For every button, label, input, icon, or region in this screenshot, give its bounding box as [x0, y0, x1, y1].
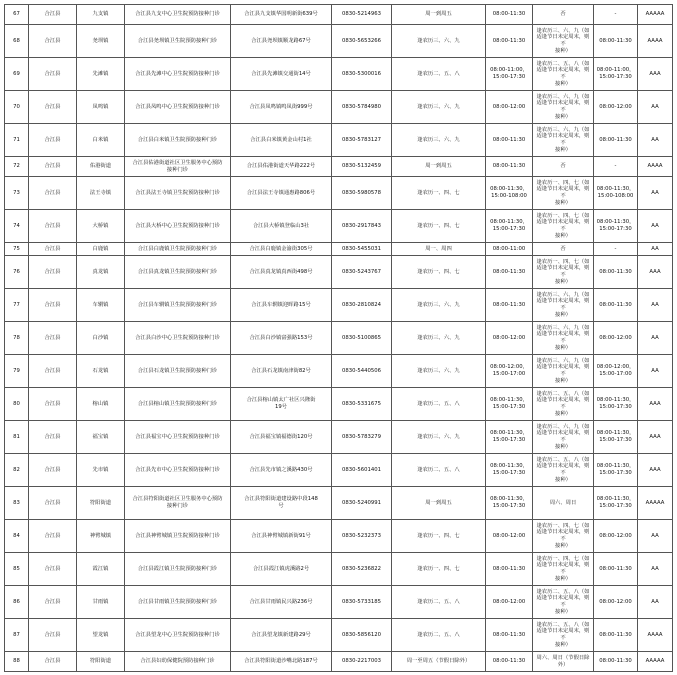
cell-weekend-hours: 08:00-11:30 [594, 553, 638, 586]
cell-weekend-schedule: 否 [533, 157, 594, 177]
cell-index: 79 [5, 355, 29, 388]
cell-weekday-hours: 08:00-11:30 [486, 5, 533, 25]
table-row [5, 177, 673, 210]
cell-weekday-schedule: 逢农历三、六、九 [392, 25, 486, 58]
cell-county: 合江县 [29, 553, 77, 586]
cell-weekday-schedule: 逢农历一、四、七 [392, 256, 486, 289]
vaccination-clinic-table [4, 4, 673, 672]
cell-weekend-schedule: 周六、周日 [533, 487, 594, 520]
cell-rating: AAA [638, 58, 673, 91]
cell-weekend-schedule: 否 [533, 243, 594, 256]
table-row [5, 586, 673, 619]
cell-weekend-schedule: 逢农历三、六、九（如 适逢节日未定周末，则不 接种） [533, 124, 594, 157]
cell-phone: 0830-5132459 [332, 157, 392, 177]
cell-county: 合江县 [29, 520, 77, 553]
cell-weekday-hours: 08:00-11:30， 15:00-17:30 [486, 210, 533, 243]
cell-weekend-schedule: 逢农历一、四、七（如 适逢节日未定周末，则不 接种） [533, 210, 594, 243]
cell-weekday-hours: 08:00-11:30 [486, 553, 533, 586]
cell-phone: 0830-2810824 [332, 289, 392, 322]
cell-phone: 0830-5980578 [332, 177, 392, 210]
cell-county: 合江县 [29, 25, 77, 58]
cell-rating: AA [638, 124, 673, 157]
table-row [5, 210, 673, 243]
cell-weekday-schedule: 逢农历一、四、七 [392, 177, 486, 210]
table-row [5, 5, 673, 25]
cell-rating: AA [638, 91, 673, 124]
cell-clinic-name: 合江县神臂城镇卫生院预防接种门诊 [125, 520, 231, 553]
cell-phone: 0830-5236822 [332, 553, 392, 586]
cell-rating: AA [638, 210, 673, 243]
cell-weekend-schedule: 逢农历三、六、九（如 适逢节日未定周末，则不 接种） [533, 322, 594, 355]
cell-town: 榕山镇 [77, 388, 125, 421]
cell-clinic-name: 合江县符阳街道社区卫生服务中心预防 接种门诊 [125, 487, 231, 520]
cell-rating: AA [638, 586, 673, 619]
cell-weekday-schedule: 周一、周四 [392, 243, 486, 256]
cell-address: 合江县九支镇华国明新街639号 [231, 5, 332, 25]
cell-weekend-schedule: 逢农历二、五、八（如 适逢节日未定周末，则不 接种） [533, 58, 594, 91]
cell-clinic-name: 合江县先市中心卫生院预防接种门诊 [125, 454, 231, 487]
cell-weekend-hours: 08:00-11:30 [594, 619, 638, 652]
cell-clinic-name: 合江县法王寺镇卫生院预防接种门诊 [125, 177, 231, 210]
cell-clinic-name: 合江县佑港街道社区卫生服务中心预防 接种门诊 [125, 157, 231, 177]
cell-weekday-hours: 08:00-12:00 [486, 586, 533, 619]
cell-town: 法王寺镇 [77, 177, 125, 210]
cell-weekend-schedule: 逢农历三、六、九（如 适逢节日未定周末，则不 接种） [533, 25, 594, 58]
cell-address: 合江县望龙镇新建路29号 [231, 619, 332, 652]
cell-town: 车辋镇 [77, 289, 125, 322]
cell-town: 凤鸣镇 [77, 91, 125, 124]
cell-town: 先市镇 [77, 454, 125, 487]
cell-phone: 0830-2917843 [332, 210, 392, 243]
cell-rating: AAAA [638, 25, 673, 58]
cell-clinic-name: 合江县先滩中心卫生院预防接种门诊 [125, 58, 231, 91]
table-row [5, 553, 673, 586]
cell-phone: 0830-5856120 [332, 619, 392, 652]
cell-clinic-name: 合江县凤鸣中心卫生院预防接种门诊 [125, 91, 231, 124]
cell-weekday-schedule: 周一至周五（节假日除外） [392, 652, 486, 672]
cell-weekday-schedule: 逢农历一、四、七 [392, 210, 486, 243]
cell-rating: AAAA [638, 619, 673, 652]
cell-weekday-schedule: 逢农历三、六、九 [392, 91, 486, 124]
table-row [5, 421, 673, 454]
cell-clinic-name: 合江县尧坝镇卫生院预防接种门诊 [125, 25, 231, 58]
cell-address: 合江县神臂城镇新街91号 [231, 520, 332, 553]
cell-address: 合江县符阳街道建设路中段148 号 [231, 487, 332, 520]
cell-weekend-hours: 08:00-11:30， 15:00-17:30 [594, 210, 638, 243]
cell-weekday-schedule: 逢农历二、五、八 [392, 58, 486, 91]
cell-town: 霞江镇 [77, 553, 125, 586]
cell-address: 合江县大桥镇登临山3社 [231, 210, 332, 243]
cell-rating: AAA [638, 421, 673, 454]
cell-rating: AA [638, 553, 673, 586]
cell-address: 合江县白鹿镇金渝街305号 [231, 243, 332, 256]
cell-weekend-schedule: 周六、周日（节假日除 外） [533, 652, 594, 672]
cell-town: 白沙镇 [77, 322, 125, 355]
cell-phone: 0830-5783127 [332, 124, 392, 157]
cell-weekday-hours: 08:00-11:30 [486, 619, 533, 652]
table-body [5, 5, 673, 672]
cell-weekday-hours: 08:00-11:30， 15:00-17:30 [486, 454, 533, 487]
table-row [5, 91, 673, 124]
cell-address: 合江县尧坝镇顺龙路67号 [231, 25, 332, 58]
cell-county: 合江县 [29, 289, 77, 322]
cell-weekend-schedule: 逢农历三、六、九（如 适逢节日未定周末，则不 接种） [533, 355, 594, 388]
cell-county: 合江县 [29, 243, 77, 256]
cell-weekend-schedule: 逢农历二、五、八（如 适逢节日未定周末，则不 接种） [533, 388, 594, 421]
cell-weekday-hours: 08:00-11:30， 15:00-17:30 [486, 487, 533, 520]
cell-weekend-hours: 08:00-11:30 [594, 652, 638, 672]
cell-phone: 0830-5733185 [332, 586, 392, 619]
cell-town: 九支镇 [77, 5, 125, 25]
cell-town: 石龙镇 [77, 355, 125, 388]
cell-clinic-name: 合江县九支中心卫生院预防接种门诊 [125, 5, 231, 25]
cell-index: 74 [5, 210, 29, 243]
cell-rating: AAAAA [638, 487, 673, 520]
cell-weekend-hours: 08:00-11:00， 15:00-17:30 [594, 58, 638, 91]
cell-weekend-schedule: 否 [533, 5, 594, 25]
cell-weekday-hours: 08:00-11:30， 15:00-17:30 [486, 388, 533, 421]
cell-rating: AA [638, 243, 673, 256]
cell-phone: 0830-5100865 [332, 322, 392, 355]
table-row [5, 652, 673, 672]
cell-weekday-hours: 08:00-11:30， 15:00-108:00 [486, 177, 533, 210]
cell-clinic-name: 合江县白米镇卫生院预防接种门诊 [125, 124, 231, 157]
table-row [5, 124, 673, 157]
table-row [5, 256, 673, 289]
cell-weekday-schedule: 逢农历一、四、七 [392, 553, 486, 586]
cell-phone: 0830-5232373 [332, 520, 392, 553]
table-row [5, 157, 673, 177]
cell-county: 合江县 [29, 91, 77, 124]
table-row [5, 619, 673, 652]
cell-weekend-hours: 08:00-12:00 [594, 520, 638, 553]
cell-index: 84 [5, 520, 29, 553]
cell-index: 80 [5, 388, 29, 421]
cell-address: 合江县甘雨镇民兴路236号 [231, 586, 332, 619]
cell-phone: 0830-5783279 [332, 421, 392, 454]
document-page [4, 4, 673, 672]
cell-town: 尧坝镇 [77, 25, 125, 58]
cell-phone: 0830-5240991 [332, 487, 392, 520]
cell-town: 佑港街道 [77, 157, 125, 177]
cell-weekend-hours: 08:00-12:00， 15:00-17:00 [594, 355, 638, 388]
cell-address: 合江县榕山镇太广社区兴隆街 19号 [231, 388, 332, 421]
cell-weekday-schedule: 逢农历三、六、九 [392, 355, 486, 388]
cell-clinic-name: 合江县大桥中心卫生院预防接种门诊 [125, 210, 231, 243]
cell-weekday-hours: 08:00-12:00 [486, 322, 533, 355]
cell-index: 71 [5, 124, 29, 157]
cell-weekday-hours: 08:00-12:00 [486, 91, 533, 124]
cell-town: 符阳街道 [77, 487, 125, 520]
cell-clinic-name: 合江县白沙中心卫生院预防接种门诊 [125, 322, 231, 355]
cell-weekend-schedule: 逢农历二、五、八（如 适逢节日未定周末，则不 接种） [533, 454, 594, 487]
cell-weekend-schedule: 逢农历二、五、八（如 适逢节日未定周末，则不 接种） [533, 586, 594, 619]
cell-county: 合江县 [29, 124, 77, 157]
cell-weekday-schedule: 逢农历三、六、九 [392, 322, 486, 355]
cell-clinic-name: 合江县霞江镇卫生院预防接种门诊 [125, 553, 231, 586]
cell-weekday-hours: 08:00-12:00 [486, 520, 533, 553]
cell-index: 68 [5, 25, 29, 58]
cell-rating: AA [638, 177, 673, 210]
cell-clinic-name: 合江县车辋镇卫生院预防接种门诊 [125, 289, 231, 322]
cell-phone: 0830-5455031 [332, 243, 392, 256]
table-row [5, 58, 673, 91]
cell-rating: AAAA [638, 157, 673, 177]
cell-address: 合江县白米镇黄金山村1社 [231, 124, 332, 157]
cell-county: 合江县 [29, 210, 77, 243]
cell-weekend-hours: 08:00-12:00 [594, 586, 638, 619]
cell-address: 合江县霞江镇虎溪路2号 [231, 553, 332, 586]
cell-town: 甘雨镇 [77, 586, 125, 619]
cell-weekend-schedule: 逢农历一、四、七（如 适逢节日未定周末，则不 接种） [533, 177, 594, 210]
cell-town: 先滩镇 [77, 58, 125, 91]
cell-clinic-name: 合江县甘雨镇卫生院预防接种门诊 [125, 586, 231, 619]
cell-weekday-hours: 08:00-11:30 [486, 157, 533, 177]
cell-weekday-hours: 08:00-11:30 [486, 256, 533, 289]
cell-weekend-hours: 08:00-11:30， 15:00-17:30 [594, 487, 638, 520]
cell-weekend-hours: 08:00-12:00 [594, 322, 638, 355]
cell-town: 白鹿镇 [77, 243, 125, 256]
table-row [5, 454, 673, 487]
cell-weekend-hours: - [594, 157, 638, 177]
cell-county: 合江县 [29, 256, 77, 289]
cell-rating: AAA [638, 388, 673, 421]
cell-rating: AA [638, 520, 673, 553]
cell-weekday-hours: 08:00-12:00， 15:00-17:00 [486, 355, 533, 388]
cell-phone: 0830-5440506 [332, 355, 392, 388]
cell-weekday-schedule: 逢农历一、四、七 [392, 520, 486, 553]
cell-address: 合江县先市镇之溪路430号 [231, 454, 332, 487]
cell-town: 神臂城镇 [77, 520, 125, 553]
cell-town: 大桥镇 [77, 210, 125, 243]
cell-address: 合江县佑港街道天华路222号 [231, 157, 332, 177]
cell-address: 合江县凤鸣镇鸣凤街999号 [231, 91, 332, 124]
cell-phone: 0830-5653266 [332, 25, 392, 58]
cell-clinic-name: 合江县妇幼保健院预防接种门诊 [125, 652, 231, 672]
cell-weekend-hours: 08:00-11:30 [594, 256, 638, 289]
cell-weekday-schedule: 逢农历二、五、八 [392, 454, 486, 487]
cell-rating: AAA [638, 256, 673, 289]
cell-address: 合江县白沙镇富强路153号 [231, 322, 332, 355]
cell-town: 望龙镇 [77, 619, 125, 652]
cell-weekday-hours: 08:00-11:30， 15:00-17:30 [486, 421, 533, 454]
cell-weekday-hours: 08:00-11:30 [486, 25, 533, 58]
cell-weekend-hours: 08:00-11:30 [594, 25, 638, 58]
cell-rating: AAA [638, 454, 673, 487]
cell-town: 福宝镇 [77, 421, 125, 454]
table-row [5, 388, 673, 421]
cell-weekend-schedule: 逢农历一、四、七（如 适逢节日未定周末，则不 接种） [533, 256, 594, 289]
cell-clinic-name: 合江县石龙镇卫生院预防接种门诊 [125, 355, 231, 388]
cell-address: 合江县符阳街道沙嘴北路187号 [231, 652, 332, 672]
cell-phone: 0830-5300016 [332, 58, 392, 91]
cell-phone: 0830-5214963 [332, 5, 392, 25]
cell-clinic-name: 合江县望龙中心卫生院预防接种门诊 [125, 619, 231, 652]
cell-rating: AA [638, 289, 673, 322]
cell-county: 合江县 [29, 5, 77, 25]
cell-weekday-schedule: 逢农历二、五、八 [392, 388, 486, 421]
cell-weekday-schedule: 逢农历二、五、八 [392, 619, 486, 652]
cell-index: 88 [5, 652, 29, 672]
cell-weekday-hours: 08:00-11:30 [486, 289, 533, 322]
cell-phone: 0830-5331675 [332, 388, 392, 421]
cell-weekend-hours: 08:00-11:30， 15:00-17:30 [594, 421, 638, 454]
cell-weekend-schedule: 逢农历三、六、九（如 适逢节日未定周末，则不 接种） [533, 421, 594, 454]
cell-weekday-schedule: 逢农历二、五、八 [392, 586, 486, 619]
cell-weekday-schedule: 周一到周五 [392, 157, 486, 177]
table-row [5, 520, 673, 553]
cell-weekend-schedule: 逢农历三、六、九（如 适逢节日未定周末，则不 接种） [533, 91, 594, 124]
cell-index: 87 [5, 619, 29, 652]
cell-weekday-schedule: 逢农历三、六、九 [392, 289, 486, 322]
table-row [5, 289, 673, 322]
cell-index: 69 [5, 58, 29, 91]
cell-index: 78 [5, 322, 29, 355]
cell-county: 合江县 [29, 157, 77, 177]
cell-rating: AAAAA [638, 652, 673, 672]
cell-address: 合江县石龙镇南津街82号 [231, 355, 332, 388]
cell-index: 73 [5, 177, 29, 210]
cell-county: 合江县 [29, 388, 77, 421]
cell-clinic-name: 合江县白鹿镇卫生院预防接种门诊 [125, 243, 231, 256]
cell-rating: AAAAA [638, 5, 673, 25]
cell-weekday-schedule: 逢农历三、六、九 [392, 421, 486, 454]
cell-weekday-hours: 08:00-11:00 [486, 243, 533, 256]
cell-rating: AA [638, 322, 673, 355]
cell-weekday-schedule: 周一到周五 [392, 487, 486, 520]
cell-town: 白米镇 [77, 124, 125, 157]
cell-phone: 0830-5601401 [332, 454, 392, 487]
cell-index: 77 [5, 289, 29, 322]
cell-weekend-hours: - [594, 243, 638, 256]
cell-address: 合江县先滩镇交通街14号 [231, 58, 332, 91]
cell-clinic-name: 合江县福宝中心卫生院预防接种门诊 [125, 421, 231, 454]
cell-weekday-hours: 08:00-11:30 [486, 124, 533, 157]
table-row [5, 243, 673, 256]
cell-index: 67 [5, 5, 29, 25]
cell-phone: 0830-5784980 [332, 91, 392, 124]
cell-weekend-hours: 08:00-12:00 [594, 91, 638, 124]
cell-county: 合江县 [29, 619, 77, 652]
cell-weekday-schedule: 周一到周五 [392, 5, 486, 25]
cell-address: 合江县车辋镇迎晖路15号 [231, 289, 332, 322]
cell-county: 合江县 [29, 177, 77, 210]
cell-county: 合江县 [29, 421, 77, 454]
cell-county: 合江县 [29, 355, 77, 388]
cell-index: 82 [5, 454, 29, 487]
cell-rating: AA [638, 355, 673, 388]
cell-index: 85 [5, 553, 29, 586]
cell-address: 合江县法王寺镇通惠路806号 [231, 177, 332, 210]
cell-town: 符阳街道 [77, 652, 125, 672]
cell-address: 合江县福宝镇福德街120号 [231, 421, 332, 454]
cell-county: 合江县 [29, 454, 77, 487]
cell-weekend-hours: 08:00-11:30， 15:00-17:30 [594, 388, 638, 421]
cell-county: 合江县 [29, 487, 77, 520]
cell-county: 合江县 [29, 652, 77, 672]
cell-weekday-hours: 08:00-11:00， 15:00-17:30 [486, 58, 533, 91]
cell-county: 合江县 [29, 322, 77, 355]
cell-weekday-hours: 08:00-11:30 [486, 652, 533, 672]
cell-address: 合江县真龙镇真西街498号 [231, 256, 332, 289]
cell-weekend-schedule: 逢农历一、四、七（如 适逢节日未定周末，则不 接种） [533, 520, 594, 553]
table-row [5, 487, 673, 520]
cell-index: 72 [5, 157, 29, 177]
cell-index: 76 [5, 256, 29, 289]
table-row [5, 322, 673, 355]
cell-county: 合江县 [29, 58, 77, 91]
table-row [5, 355, 673, 388]
cell-index: 81 [5, 421, 29, 454]
cell-county: 合江县 [29, 586, 77, 619]
cell-weekend-hours: 08:00-11:30， 15:00-108:00 [594, 177, 638, 210]
cell-weekend-hours: 08:00-11:30 [594, 124, 638, 157]
cell-phone: 0830-5243767 [332, 256, 392, 289]
cell-index: 75 [5, 243, 29, 256]
cell-index: 86 [5, 586, 29, 619]
cell-phone: 0830-2217003 [332, 652, 392, 672]
cell-weekend-schedule: 逢农历一、四、七（如 适逢节日未定周末，则不 接种） [533, 553, 594, 586]
cell-town: 真龙镇 [77, 256, 125, 289]
cell-index: 83 [5, 487, 29, 520]
cell-weekend-schedule: 逢农历二、五、八（如 适逢节日未定周末，则不 接种） [533, 619, 594, 652]
cell-clinic-name: 合江县真龙镇卫生院预防接种门诊 [125, 256, 231, 289]
cell-clinic-name: 合江县榕山镇卫生院预防接种门诊 [125, 388, 231, 421]
cell-weekend-hours: 08:00-11:30 [594, 289, 638, 322]
table-row [5, 25, 673, 58]
cell-weekday-schedule: 逢农历三、六、九 [392, 124, 486, 157]
cell-index: 70 [5, 91, 29, 124]
cell-weekend-schedule: 逢农历三、六、九（如 适逢节日未定周末，则不 接种） [533, 289, 594, 322]
cell-weekend-hours: - [594, 5, 638, 25]
cell-weekend-hours: 08:00-11:30， 15:00-17:30 [594, 454, 638, 487]
